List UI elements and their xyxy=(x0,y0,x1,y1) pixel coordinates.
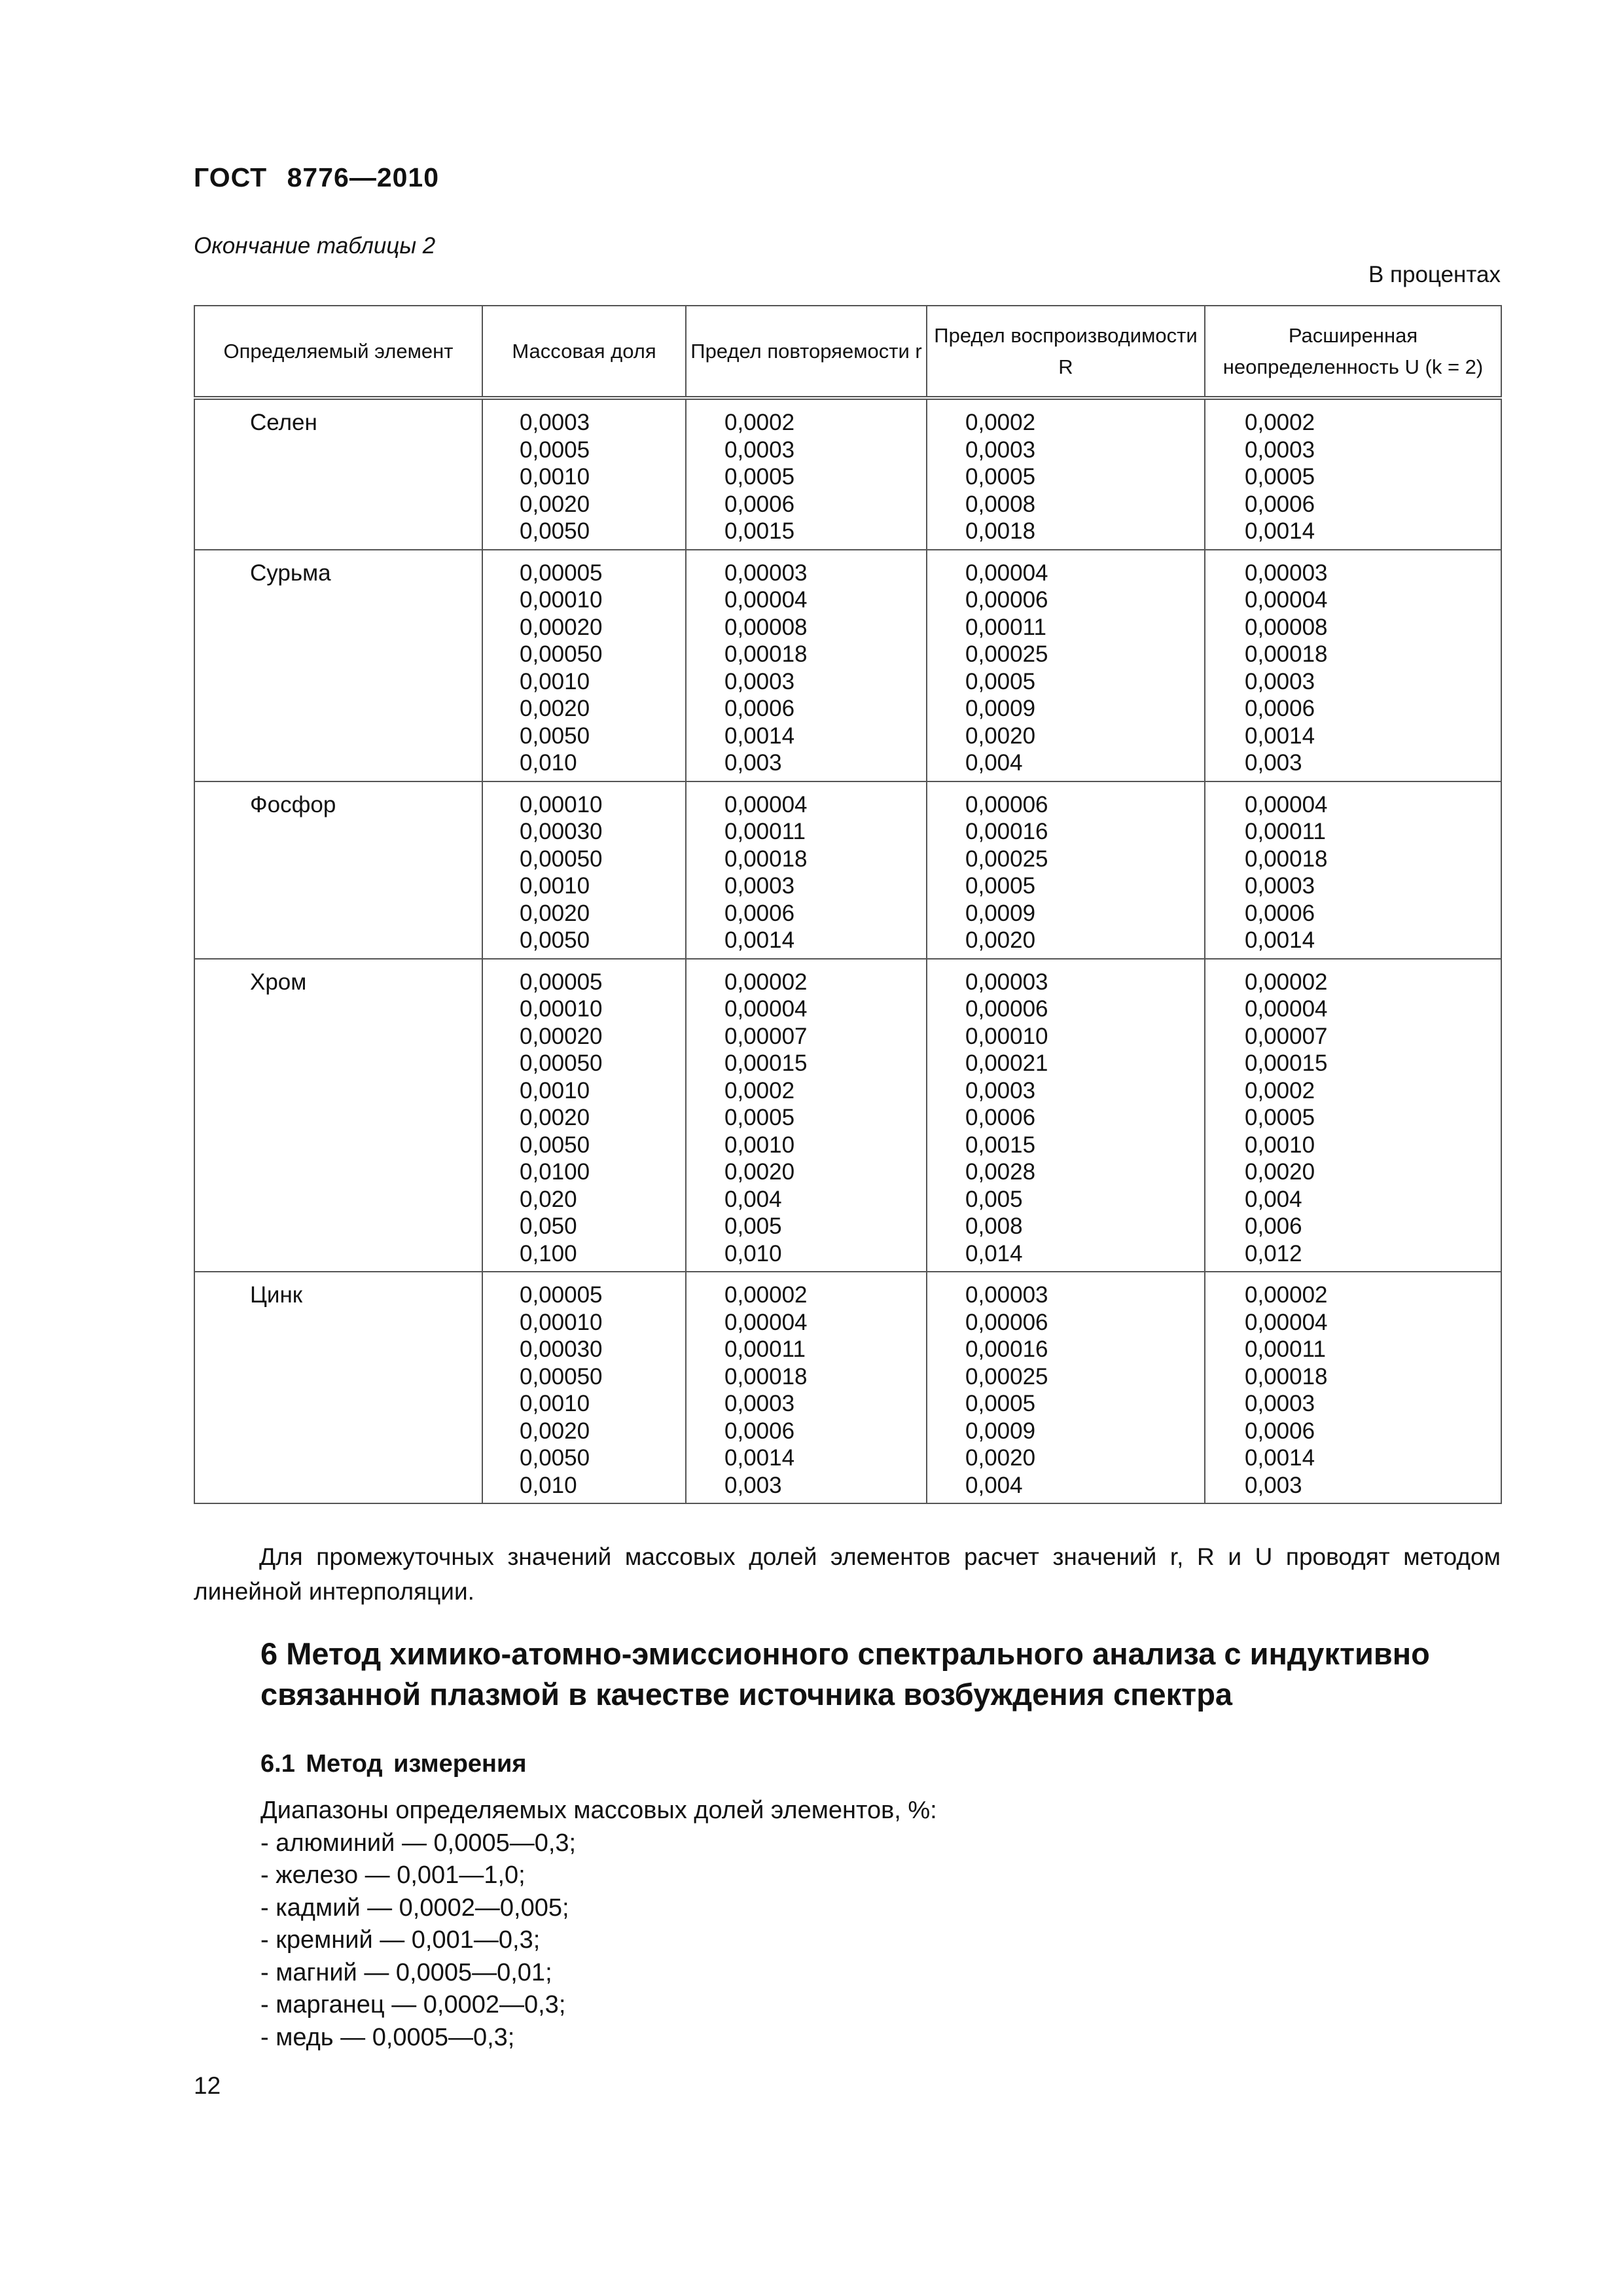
expanded-uncertainty-value: 0,004 xyxy=(1245,1186,1302,1212)
mass-fraction-value: 0,00020 xyxy=(520,614,603,640)
expanded-uncertainty-value: 0,00004 xyxy=(1245,996,1328,1022)
page-number: 12 xyxy=(194,2072,221,2099)
reproducibility-limit-value: 0,0020 xyxy=(965,927,1036,953)
mass-fraction-cell xyxy=(482,550,686,781)
reproducibility-limit-value: 0,00006 xyxy=(965,587,1048,613)
expanded-uncertainty-value: 0,0002 xyxy=(1245,410,1315,435)
expanded-uncertainty-value: 0,0002 xyxy=(1245,1077,1315,1103)
expanded-uncertainty-value: 0,00015 xyxy=(1245,1050,1328,1076)
mass-fraction-value: 0,00030 xyxy=(520,1336,603,1362)
mass-fraction-value: 0,00010 xyxy=(520,1309,603,1335)
ranges-items xyxy=(260,1827,937,2054)
interpolation-note xyxy=(194,1539,1501,1609)
element-name-cell: Сурьма xyxy=(194,550,482,781)
mass-fraction-value: 0,00010 xyxy=(520,791,603,817)
expanded-uncertainty-value: 0,003 xyxy=(1245,1472,1302,1498)
reproducibility-limit-value: 0,0003 xyxy=(965,1077,1036,1103)
expanded-uncertainty-value: 0,00002 xyxy=(1245,969,1328,995)
expanded-uncertainty-value: 0,0014 xyxy=(1245,927,1315,953)
repeatability-limit-value: 0,0014 xyxy=(724,1445,795,1471)
mass-fraction-value: 0,00010 xyxy=(520,587,603,613)
repeatability-limit-value: 0,003 xyxy=(724,1472,782,1498)
repeatability-limit-value: 0,0003 xyxy=(724,437,795,463)
table-header-row xyxy=(194,306,1501,398)
expanded-uncertainty-value: 0,0005 xyxy=(1245,464,1315,490)
mass-fraction-value: 0,010 xyxy=(520,1472,577,1498)
table-body xyxy=(194,398,1501,1503)
table-row xyxy=(194,550,1501,781)
column-header-R: Предел воспроизводимости R xyxy=(927,306,1205,398)
expanded-uncertainty-cell xyxy=(1205,398,1501,550)
reproducibility-limit-value: 0,0020 xyxy=(965,1445,1036,1471)
table-row xyxy=(194,781,1501,959)
mass-fraction-value: 0,0010 xyxy=(520,668,590,694)
expanded-uncertainty-value: 0,00011 xyxy=(1245,1336,1326,1362)
repeatability-limit-value: 0,0014 xyxy=(724,927,795,953)
repeatability-limit-value: 0,0003 xyxy=(724,1391,795,1416)
range-item: - магний — 0,0005—0,01; xyxy=(260,1958,552,1986)
reproducibility-limit-value: 0,0009 xyxy=(965,696,1036,721)
element-name-cell: Хром xyxy=(194,959,482,1272)
repeatability-limit-cell xyxy=(686,959,927,1272)
reproducibility-limit-value: 0,00003 xyxy=(965,969,1048,995)
expanded-uncertainty-value: 0,012 xyxy=(1245,1240,1302,1266)
repeatability-limit-value: 0,00002 xyxy=(724,969,808,995)
mass-fraction-cell xyxy=(482,959,686,1272)
repeatability-limit-value: 0,0005 xyxy=(724,1105,795,1130)
reproducibility-limit-value: 0,0018 xyxy=(965,518,1036,544)
repeatability-limit-value: 0,0006 xyxy=(724,696,795,721)
repeatability-limit-value: 0,00015 xyxy=(724,1050,808,1076)
expanded-uncertainty-value: 0,0003 xyxy=(1245,437,1315,463)
mass-fraction-value: 0,0020 xyxy=(520,491,590,517)
repeatability-limit-value: 0,00003 xyxy=(724,560,808,586)
repeatability-limit-value: 0,00018 xyxy=(724,641,808,667)
reproducibility-limit-value: 0,00016 xyxy=(965,1336,1048,1362)
mass-fraction-value: 0,0050 xyxy=(520,723,590,749)
reproducibility-limit-value: 0,0028 xyxy=(965,1159,1036,1185)
mass-fraction-value: 0,0010 xyxy=(520,1391,590,1416)
range-item: - алюминий — 0,0005—0,3; xyxy=(260,1829,577,1857)
reproducibility-limit-value: 0,004 xyxy=(965,1472,1023,1498)
repeatability-limit-value: 0,00011 xyxy=(724,1336,806,1362)
mass-fraction-value: 0,00005 xyxy=(520,560,603,586)
repeatability-limit-cell xyxy=(686,781,927,959)
table-row xyxy=(194,398,1501,550)
mass-fraction-value: 0,0050 xyxy=(520,1445,590,1471)
reproducibility-limit-value: 0,00025 xyxy=(965,641,1048,667)
repeatability-limit-value: 0,00004 xyxy=(724,1309,808,1335)
repeatability-limit-value: 0,005 xyxy=(724,1213,782,1239)
reproducibility-limit-value: 0,0015 xyxy=(965,1132,1036,1158)
expanded-uncertainty-value: 0,00004 xyxy=(1245,1309,1328,1335)
repeatability-limit-value: 0,004 xyxy=(724,1186,782,1212)
repeatability-limit-value: 0,00004 xyxy=(724,996,808,1022)
reproducibility-limit-value: 0,0005 xyxy=(965,1391,1036,1416)
reproducibility-limit-cell xyxy=(927,781,1205,959)
repeatability-limit-value: 0,00007 xyxy=(724,1023,808,1049)
mass-fraction-cell xyxy=(482,781,686,959)
column-header-mass: Массовая доля xyxy=(482,306,686,398)
reproducibility-limit-value: 0,00025 xyxy=(965,846,1048,872)
repeatability-limit-value: 0,00018 xyxy=(724,1363,808,1390)
expanded-uncertainty-value: 0,0006 xyxy=(1245,696,1315,721)
mass-fraction-value: 0,050 xyxy=(520,1213,577,1239)
repeatability-limit-value: 0,0002 xyxy=(724,410,795,435)
reproducibility-limit-value: 0,0008 xyxy=(965,491,1036,517)
expanded-uncertainty-value: 0,0014 xyxy=(1245,723,1315,749)
expanded-uncertainty-value: 0,00003 xyxy=(1245,560,1328,586)
expanded-uncertainty-cell xyxy=(1205,550,1501,781)
repeatability-limit-value: 0,00018 xyxy=(724,846,808,872)
mass-fraction-value: 0,020 xyxy=(520,1186,577,1212)
mass-fraction-value: 0,0010 xyxy=(520,873,590,899)
mass-fraction-value: 0,00010 xyxy=(520,996,603,1022)
reproducibility-limit-value: 0,00006 xyxy=(965,996,1048,1022)
document-code: ГОСТ 8776—2010 xyxy=(194,162,440,192)
reproducibility-limit-value: 0,0009 xyxy=(965,900,1036,926)
repeatability-limit-value: 0,00004 xyxy=(724,587,808,613)
mass-fraction-value: 0,00030 xyxy=(520,819,603,844)
mass-fraction-value: 0,0050 xyxy=(520,927,590,953)
mass-fraction-value: 0,0100 xyxy=(520,1159,590,1185)
reproducibility-limit-value: 0,0005 xyxy=(965,464,1036,490)
reproducibility-limit-cell xyxy=(927,398,1205,550)
column-header-U: Расширенная неопределенность U (k = 2) xyxy=(1205,306,1501,398)
element-name-cell: Селен xyxy=(194,398,482,550)
reproducibility-limit-value: 0,004 xyxy=(965,750,1023,776)
reproducibility-limit-value: 0,008 xyxy=(965,1213,1023,1239)
table-row xyxy=(194,959,1501,1272)
expanded-uncertainty-value: 0,00011 xyxy=(1245,819,1326,844)
mass-fraction-value: 0,00005 xyxy=(520,1282,603,1308)
reproducibility-limit-value: 0,005 xyxy=(965,1186,1023,1212)
mass-fraction-value: 0,0005 xyxy=(520,437,590,463)
repeatability-limit-value: 0,0003 xyxy=(724,873,795,899)
repeatability-limit-value: 0,0002 xyxy=(724,1077,795,1103)
reproducibility-limit-value: 0,00003 xyxy=(965,1282,1048,1308)
expanded-uncertainty-value: 0,00018 xyxy=(1245,846,1328,872)
range-item: - кадмий — 0,0002—0,005; xyxy=(260,1893,569,1922)
expanded-uncertainty-value: 0,0003 xyxy=(1245,1391,1315,1416)
repeatability-limit-value: 0,0006 xyxy=(724,491,795,517)
mass-fraction-value: 0,00005 xyxy=(520,969,603,995)
repeatability-limit-value: 0,00008 xyxy=(724,614,808,640)
section-heading: 6 Метод химико-атомно-эмиссионного спектрального анализа с индуктивно связанной плазмой в качестве источника возбуждения спектра xyxy=(260,1636,1430,1712)
expanded-uncertainty-value: 0,0005 xyxy=(1245,1105,1315,1130)
repeatability-limit-value: 0,0010 xyxy=(724,1132,795,1158)
repeatability-limit-value: 0,00004 xyxy=(724,791,808,817)
repeatability-limit-value: 0,003 xyxy=(724,750,782,776)
reproducibility-limit-value: 0,0009 xyxy=(965,1418,1036,1444)
mass-fraction-cell xyxy=(482,1272,686,1503)
expanded-uncertainty-value: 0,00018 xyxy=(1245,1363,1328,1390)
table-row xyxy=(194,1272,1501,1503)
repeatability-limit-value: 0,0005 xyxy=(724,464,795,490)
reproducibility-limit-cell xyxy=(927,959,1205,1272)
reproducibility-limit-value: 0,0005 xyxy=(965,873,1036,899)
column-header-r: Предел повторяемости r xyxy=(686,306,927,398)
reproducibility-limit-value: 0,014 xyxy=(965,1240,1023,1266)
mass-fraction-value: 0,010 xyxy=(520,750,577,776)
expanded-uncertainty-value: 0,0006 xyxy=(1245,491,1315,517)
mass-fraction-cell xyxy=(482,398,686,550)
expanded-uncertainty-value: 0,0003 xyxy=(1245,668,1315,694)
table-caption: Окончание таблицы 2 xyxy=(194,233,436,259)
expanded-uncertainty-cell xyxy=(1205,959,1501,1272)
reproducibility-limit-value: 0,00016 xyxy=(965,819,1048,844)
expanded-uncertainty-value: 0,0006 xyxy=(1245,1418,1315,1444)
repeatability-limit-value: 0,0014 xyxy=(724,723,795,749)
repeatability-limit-value: 0,0020 xyxy=(724,1159,795,1185)
expanded-uncertainty-value: 0,003 xyxy=(1245,750,1302,776)
mass-fraction-value: 0,0010 xyxy=(520,1077,590,1103)
mass-fraction-value: 0,0020 xyxy=(520,900,590,926)
ranges-intro: Диапазоны определяемых массовых долей элементов, %: xyxy=(260,1797,937,1824)
reproducibility-limit-value: 0,0003 xyxy=(965,437,1036,463)
mass-fraction-value: 0,100 xyxy=(520,1240,577,1266)
column-header-element: Определяемый элемент xyxy=(194,306,482,398)
reproducibility-limit-cell xyxy=(927,1272,1205,1503)
expanded-uncertainty-value: 0,006 xyxy=(1245,1213,1302,1239)
expanded-uncertainty-cell xyxy=(1205,781,1501,959)
repeatability-limit-value: 0,0003 xyxy=(724,668,795,694)
expanded-uncertainty-value: 0,0003 xyxy=(1245,873,1315,899)
table-units: В процентах xyxy=(1368,262,1501,287)
expanded-uncertainty-cell xyxy=(1205,1272,1501,1503)
expanded-uncertainty-value: 0,0014 xyxy=(1245,1445,1315,1471)
mass-fraction-value: 0,0050 xyxy=(520,518,590,544)
range-item: - железо — 0,001—1,0; xyxy=(260,1861,526,1889)
reproducibility-limit-value: 0,0006 xyxy=(965,1105,1036,1130)
expanded-uncertainty-value: 0,00004 xyxy=(1245,587,1328,613)
repeatability-limit-value: 0,0006 xyxy=(724,900,795,926)
reproducibility-limit-value: 0,0005 xyxy=(965,668,1036,694)
expanded-uncertainty-value: 0,00008 xyxy=(1245,614,1328,640)
repeatability-limit-value: 0,0015 xyxy=(724,518,795,544)
interpolation-note-text: Для промежуточных значений массовых долей элементов расчет значений r, R и U проводят методом линейной интерполяции. xyxy=(194,1543,1501,1605)
repeatability-limit-value: 0,00011 xyxy=(724,819,806,844)
expanded-uncertainty-value: 0,0006 xyxy=(1245,900,1315,926)
range-item: - марганец — 0,0002—0,3; xyxy=(260,1991,566,2018)
mass-fraction-value: 0,00020 xyxy=(520,1023,603,1049)
mass-fraction-value: 0,0003 xyxy=(520,410,590,435)
reproducibility-limit-value: 0,00006 xyxy=(965,791,1048,817)
data-table xyxy=(194,305,1502,1504)
reproducibility-limit-value: 0,00010 xyxy=(965,1023,1048,1049)
range-item: - медь — 0,0005—0,3; xyxy=(260,2023,515,2051)
subsection-heading: 6.1 Метод измерения xyxy=(260,1750,527,1778)
reproducibility-limit-cell xyxy=(927,550,1205,781)
mass-fraction-value: 0,0020 xyxy=(520,696,590,721)
ranges-list xyxy=(260,1795,937,2054)
mass-fraction-value: 0,0010 xyxy=(520,464,590,490)
reproducibility-limit-value: 0,0020 xyxy=(965,723,1036,749)
repeatability-limit-cell xyxy=(686,550,927,781)
repeatability-limit-cell xyxy=(686,1272,927,1503)
repeatability-limit-cell xyxy=(686,398,927,550)
expanded-uncertainty-value: 0,0010 xyxy=(1245,1132,1315,1158)
reproducibility-limit-value: 0,0002 xyxy=(965,410,1036,435)
reproducibility-limit-value: 0,00006 xyxy=(965,1309,1048,1335)
mass-fraction-value: 0,00050 xyxy=(520,641,603,667)
repeatability-limit-value: 0,0006 xyxy=(724,1418,795,1444)
reproducibility-limit-value: 0,00004 xyxy=(965,560,1048,586)
mass-fraction-value: 0,0020 xyxy=(520,1105,590,1130)
repeatability-limit-value: 0,00002 xyxy=(724,1282,808,1308)
expanded-uncertainty-value: 0,00018 xyxy=(1245,641,1328,667)
expanded-uncertainty-value: 0,00002 xyxy=(1245,1282,1328,1308)
element-name-cell: Цинк xyxy=(194,1272,482,1503)
expanded-uncertainty-value: 0,00007 xyxy=(1245,1023,1328,1049)
reproducibility-limit-value: 0,00011 xyxy=(965,614,1046,640)
mass-fraction-value: 0,0050 xyxy=(520,1132,590,1158)
repeatability-limit-value: 0,010 xyxy=(724,1240,782,1266)
range-item: - кремний — 0,001—0,3; xyxy=(260,1926,541,1954)
expanded-uncertainty-value: 0,0014 xyxy=(1245,518,1315,544)
expanded-uncertainty-value: 0,0020 xyxy=(1245,1159,1315,1185)
expanded-uncertainty-value: 0,00004 xyxy=(1245,791,1328,817)
reproducibility-limit-value: 0,00021 xyxy=(965,1050,1048,1076)
mass-fraction-value: 0,00050 xyxy=(520,1363,603,1390)
mass-fraction-value: 0,0020 xyxy=(520,1418,590,1444)
mass-fraction-value: 0,00050 xyxy=(520,846,603,872)
element-name-cell: Фосфор xyxy=(194,781,482,959)
reproducibility-limit-value: 0,00025 xyxy=(965,1363,1048,1390)
mass-fraction-value: 0,00050 xyxy=(520,1050,603,1076)
